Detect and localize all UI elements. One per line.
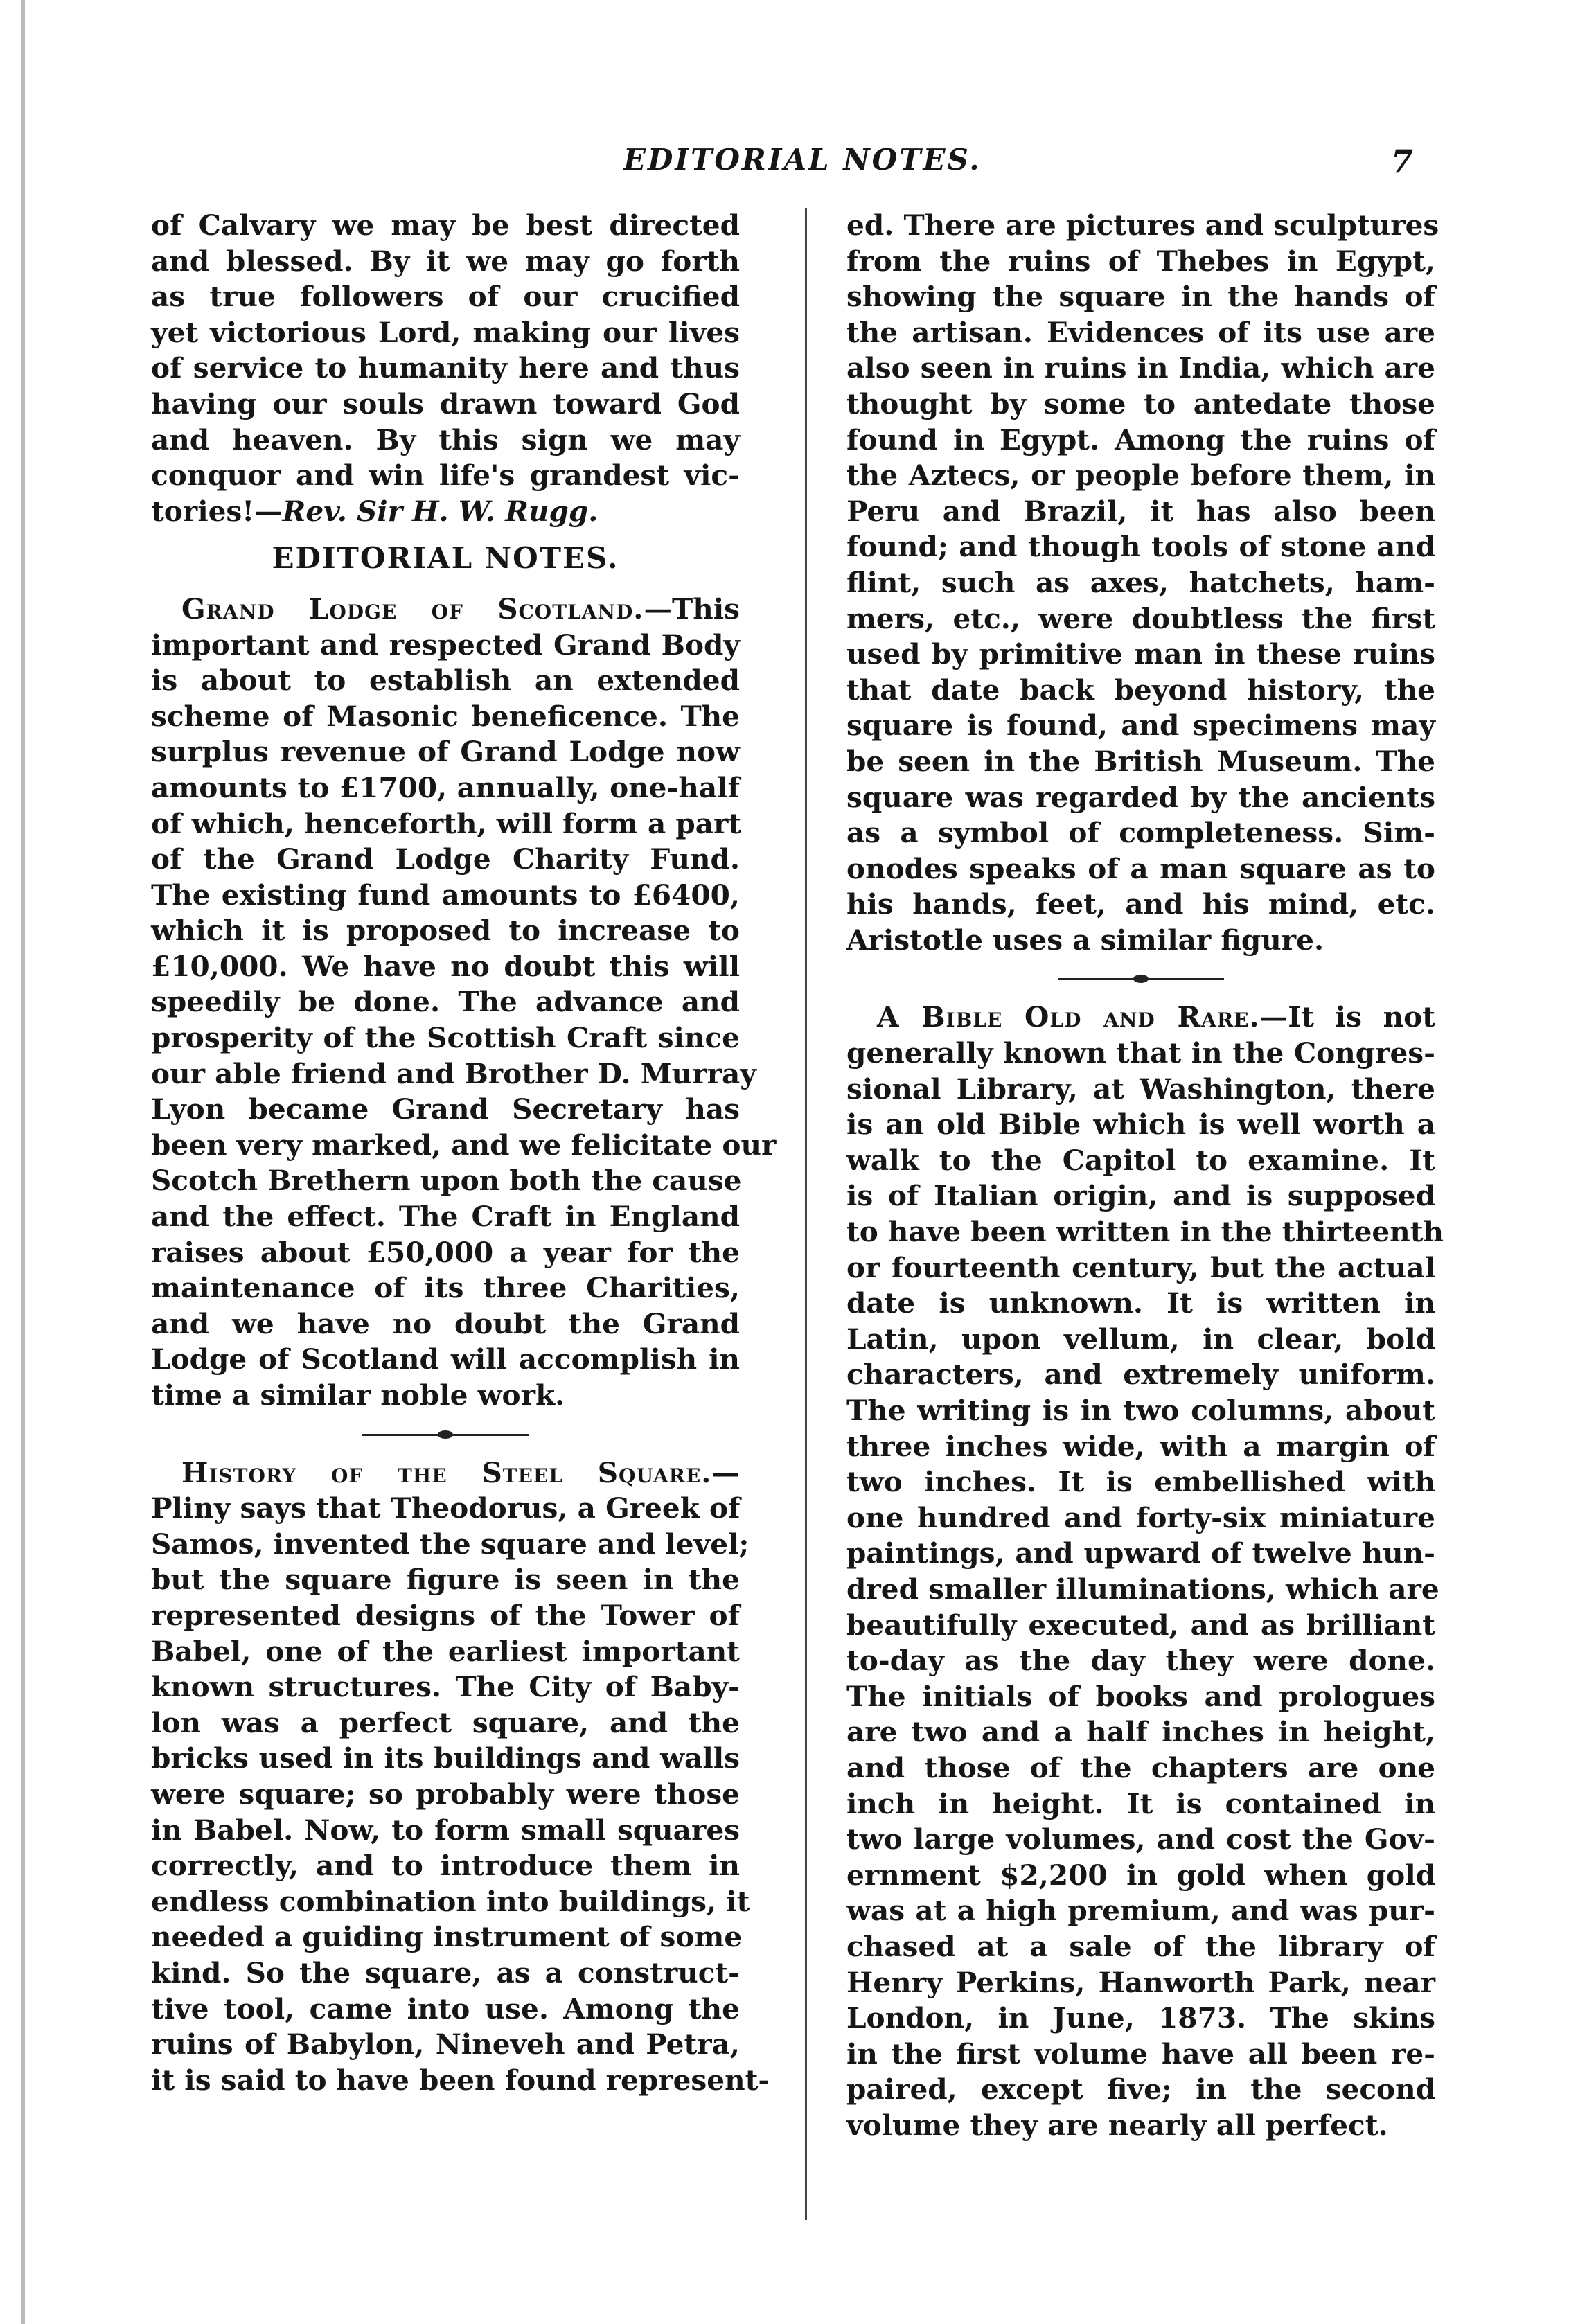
line-text: which it is proposed to increase to	[151, 914, 740, 948]
line-text: —This	[644, 592, 740, 626]
text-line	[846, 423, 1435, 459]
text-line	[846, 2108, 1435, 2144]
text-line	[151, 1705, 740, 1741]
line-text: tories!—	[151, 494, 283, 528]
line-text: Henry Perkins, Hanworth Park, near	[846, 1965, 1435, 1999]
line-text: London, in June, 1873. The skins	[846, 2001, 1435, 2035]
line-text: speedily be done. The advance and	[151, 985, 740, 1019]
text-line	[846, 1786, 1435, 1822]
text-line	[151, 244, 740, 280]
text-line	[846, 1322, 1435, 1358]
text-line	[151, 699, 740, 735]
text-line	[151, 1777, 740, 1813]
line-text: is an old Bible which is well worth a	[846, 1108, 1435, 1142]
text-line	[846, 673, 1435, 709]
text-line	[151, 770, 740, 806]
text-line	[151, 1741, 740, 1777]
text-line	[151, 1598, 740, 1634]
bible-article	[846, 1000, 1444, 2143]
line-text: £10,000. We have no doubt this will	[151, 949, 740, 983]
text-line	[151, 1955, 740, 1992]
line-text: walk to the Capitol to examine. It	[846, 1143, 1435, 1177]
line-text: inch in height. It is contained in	[846, 1786, 1435, 1820]
line-text: the Aztecs, or people before them, in	[846, 459, 1435, 493]
text-line	[846, 708, 1435, 744]
text-line	[846, 1536, 1435, 1572]
text-line	[846, 351, 1435, 387]
line-text: beautifully executed, and as brilliant	[846, 1608, 1435, 1642]
line-text: dred smaller illuminations, which are	[846, 1572, 1439, 1606]
text-line	[151, 1992, 740, 2028]
running-head: EDITORIAL NOTES.	[623, 143, 982, 177]
line-text: Babel, one of the earliest important	[151, 1634, 740, 1668]
text-line	[846, 923, 1435, 959]
line-text: represented designs of the Tower of	[151, 1598, 740, 1632]
text-line	[846, 1250, 1435, 1286]
line-text: are two and a half inches in height,	[846, 1715, 1435, 1749]
text-line	[151, 1342, 740, 1378]
line-text: flint, such as axes, hatchets, ham-	[846, 565, 1435, 599]
line-text: of which, henceforth, will form a part	[151, 806, 742, 840]
section-divider	[362, 1428, 529, 1442]
text-line	[151, 1020, 740, 1056]
line-text: ed. There are pictures and sculptures	[846, 209, 1439, 242]
steel-square-article	[151, 1455, 770, 2099]
line-text: showing the square in the hands of	[846, 280, 1435, 314]
section-divider	[1058, 972, 1224, 986]
text-line	[846, 1822, 1435, 1858]
line-text: volume they are nearly all perfect.	[846, 2108, 1388, 2142]
line-text: Aristotle uses a similar figure.	[846, 923, 1324, 957]
line-text: Peru and Brazil, it has also been	[846, 494, 1435, 528]
line-text: square was regarded by the ancients	[846, 780, 1435, 814]
text-line	[846, 458, 1435, 494]
text-line	[846, 780, 1435, 816]
text-line	[151, 1562, 740, 1598]
text-line	[151, 1378, 740, 1414]
text-line	[151, 806, 740, 842]
line-text: surplus revenue of Grand Lodge now	[151, 735, 740, 769]
line-text: as true followers of our crucified	[151, 280, 740, 314]
line-text: be seen in the British Museum. The	[846, 744, 1435, 778]
text-line	[846, 1357, 1435, 1393]
line-text: correctly, and to introduce them in	[151, 1849, 740, 1883]
line-text: important and respected Grand Body	[151, 628, 740, 662]
text-line	[151, 1527, 750, 1563]
line-text: two large volumes, and cost the Gov-	[846, 1822, 1435, 1856]
text-line	[151, 1919, 743, 1955]
line-text: The writing is in two columns, about	[846, 1394, 1435, 1427]
text-line	[846, 1393, 1435, 1429]
line-text: The existing fund amounts to £6400,	[151, 878, 740, 912]
text-line	[151, 984, 740, 1020]
text-line	[846, 1858, 1435, 1894]
text-line	[846, 851, 1435, 887]
line-text: sional Library, at Washington, there	[846, 1072, 1435, 1106]
line-text: the artisan. Evidences of its use are	[846, 315, 1435, 349]
line-text: time a similar noble work.	[151, 1378, 565, 1412]
text-line	[151, 1235, 740, 1271]
line-text: is about to establish an extended	[151, 664, 740, 698]
text-line	[151, 592, 740, 628]
line-text: it is said to have been found represent-	[151, 2063, 770, 2097]
text-line	[846, 2037, 1435, 2073]
text-line	[151, 1199, 740, 1235]
text-line	[151, 458, 740, 494]
text-line	[846, 1750, 1435, 1786]
page-number: 7	[1390, 143, 1413, 180]
line-text: of Calvary we may be best directed	[151, 209, 740, 242]
text-line	[151, 1056, 756, 1092]
text-line	[846, 1643, 1435, 1679]
line-text: mers, etc., were doubtless the first	[846, 601, 1435, 635]
text-line	[846, 1572, 1439, 1608]
text-line	[151, 1270, 740, 1306]
line-text: known structures. The City of Baby-	[151, 1670, 740, 1704]
text-line	[151, 878, 740, 914]
text-line	[846, 744, 1435, 780]
line-text: kind. So the square, as a construct-	[151, 1955, 740, 1989]
line-text: but the square figure is seen in the	[151, 1563, 740, 1597]
text-line	[151, 1669, 740, 1705]
line-text: Latin, upon vellum, in clear, bold	[846, 1322, 1435, 1356]
line-text: The initials of books and prologues	[846, 1679, 1435, 1713]
line-text: scheme of Masonic beneficence. The	[151, 699, 740, 733]
grand-lodge-article	[151, 592, 777, 1414]
text-line	[846, 1965, 1435, 2001]
line-text: having our souls drawn toward God	[151, 387, 740, 420]
line-text: lon was a perfect square, and the	[151, 1705, 740, 1739]
line-text: endless combination into buildings, it	[151, 1884, 750, 1918]
text-line	[846, 815, 1435, 851]
text-line	[151, 351, 740, 387]
line-text: square is found, and specimens may	[846, 709, 1435, 743]
line-text: Lodge of Scotland will accomplish in	[151, 1342, 740, 1376]
line-text: from the ruins of Thebes in Egypt,	[846, 244, 1435, 278]
line-text: three inches wide, with a margin of	[846, 1429, 1435, 1463]
line-text: generally known that in the Congres-	[846, 1036, 1435, 1070]
line-text: as a symbol of completeness. Sim-	[846, 816, 1435, 850]
line-text: ernment $2,200 in gold when gold	[846, 1858, 1435, 1892]
text-line	[151, 279, 740, 315]
line-text: paintings, and upward of twelve hun-	[846, 1536, 1435, 1570]
line-text: or fourteenth century, but the actual	[846, 1250, 1435, 1284]
text-line	[151, 2027, 740, 2063]
text-line	[846, 1679, 1435, 1715]
text-line	[151, 2063, 770, 2099]
text-line	[151, 387, 740, 423]
line-text: was at a high premium, and was pur-	[846, 1894, 1435, 1928]
line-text: and we have no doubt the Grand	[151, 1306, 740, 1340]
line-text: one hundred and forty-six miniature	[846, 1500, 1435, 1534]
column-divider	[805, 208, 807, 2220]
text-line	[151, 949, 740, 985]
text-line	[846, 1214, 1444, 1250]
line-text: characters, and extremely uniform.	[846, 1358, 1435, 1392]
section-heading: EDITORIAL NOTES.	[272, 541, 619, 576]
text-line	[846, 1107, 1435, 1143]
line-text: found in Egypt. Among the ruins of	[846, 423, 1435, 456]
line-text: is of Italian origin, and is supposed	[846, 1179, 1435, 1213]
text-line	[151, 734, 740, 770]
line-text: —	[711, 1455, 740, 1489]
article-title: A Bible Old and Rare.	[877, 1000, 1260, 1034]
line-text: bricks used in its buildings and walls	[151, 1741, 740, 1775]
text-line	[151, 1455, 740, 1491]
text-line	[846, 494, 1435, 530]
line-text: two inches. It is embellished with	[846, 1465, 1435, 1499]
line-text: tive tool, came into use. Among the	[151, 1992, 740, 2025]
text-line	[151, 208, 740, 244]
text-line	[846, 637, 1435, 673]
text-line	[151, 315, 740, 351]
text-line	[151, 1634, 740, 1670]
line-text: been very marked, and we felicitate our	[151, 1128, 777, 1162]
scan-edge-shadow	[21, 0, 25, 2324]
line-text: Samos, invented the square and level;	[151, 1527, 750, 1561]
text-line	[846, 1036, 1435, 1072]
text-line	[846, 1429, 1435, 1465]
line-text: of service to humanity here and thus	[151, 351, 740, 385]
line-text: in the first volume have all been re-	[846, 2037, 1435, 2070]
text-line	[846, 1500, 1435, 1536]
article-title: Grand Lodge of Scotland.	[181, 592, 644, 626]
line-text: date is unknown. It is written in	[846, 1286, 1435, 1320]
text-line	[846, 529, 1435, 565]
line-text: amounts to £1700, annually, one-half	[151, 770, 740, 804]
right-column	[846, 208, 1444, 2143]
text-line	[846, 387, 1435, 423]
line-text: that date back beyond history, the	[846, 673, 1435, 707]
text-line	[846, 1608, 1435, 1644]
text-line	[846, 1464, 1435, 1500]
text-line	[151, 423, 740, 459]
page-header	[208, 143, 1413, 191]
line-text: ruins of Babylon, Nineveh and Petra,	[151, 2028, 740, 2061]
line-text: raises about £50,000 a year for the	[151, 1235, 740, 1269]
line-text: and blessed. By it we may go forth	[151, 244, 740, 278]
text-line	[151, 1848, 740, 1884]
line-text: conquor and win life's grandest vic-	[151, 459, 740, 493]
text-line	[151, 913, 740, 949]
text-line	[846, 1143, 1435, 1179]
text-line	[846, 601, 1435, 637]
text-line	[846, 1929, 1435, 1965]
text-line	[151, 628, 740, 664]
text-line	[846, 1893, 1435, 1929]
text-line	[846, 2001, 1435, 2037]
text-line	[151, 1163, 740, 1199]
text-line	[846, 1286, 1435, 1322]
text-line	[846, 2072, 1435, 2108]
line-text: to-day as the day they were done.	[846, 1644, 1435, 1678]
text-line	[846, 208, 1439, 244]
text-line	[151, 1813, 740, 1849]
line-text: to have been written in the thirteenth	[846, 1215, 1444, 1249]
text-line	[151, 1092, 740, 1128]
text-line	[151, 494, 740, 530]
attribution: Rev. Sir H. W. Rugg.	[282, 494, 598, 528]
text-line	[846, 1714, 1435, 1750]
text-line	[846, 1000, 1435, 1036]
text-line	[846, 1072, 1435, 1108]
text-line	[846, 315, 1435, 351]
line-text: needed a guiding instrument of some	[151, 1920, 743, 1954]
text-line	[846, 244, 1435, 280]
line-text: our able friend and Brother D. Murray	[151, 1056, 756, 1090]
line-text: Pliny says that Theodorus, a Greek of	[151, 1491, 741, 1525]
line-text: prosperity of the Scottish Craft since	[151, 1021, 740, 1055]
text-line	[846, 279, 1435, 315]
text-line	[151, 1884, 750, 1920]
line-text: —It is not	[1259, 1000, 1435, 1034]
text-line	[846, 565, 1435, 601]
line-text: and heaven. By this sign we may	[151, 423, 740, 456]
line-text: chased at a sale of the library of	[846, 1929, 1435, 1963]
text-line	[151, 842, 740, 878]
line-text: used by primitive man in these ruins	[846, 637, 1435, 671]
line-text: onodes speaks of a man square as to	[846, 851, 1435, 885]
line-text: and the effect. The Craft in England	[151, 1200, 740, 1234]
line-text: his hands, feet, and his mind, etc.	[846, 887, 1435, 921]
line-text: Scotch Brethern upon both the cause	[151, 1164, 742, 1198]
line-text: in Babel. Now, to form small squares	[151, 1813, 740, 1847]
left-column	[151, 208, 777, 2098]
article-title: History of the Steel Square.	[181, 1455, 712, 1489]
steel-square-continued	[846, 208, 1439, 958]
line-text: found; and though tools of stone and	[846, 530, 1435, 564]
text-line	[151, 1491, 740, 1527]
line-text: of the Grand Lodge Charity Fund.	[151, 842, 740, 876]
line-text: thought by some to antedate those	[846, 387, 1435, 420]
line-text: and those of the chapters are one	[846, 1750, 1435, 1784]
text-line	[151, 663, 740, 699]
line-text: paired, except five; in the second	[846, 2073, 1435, 2106]
line-text: also seen in ruins in India, which are	[846, 351, 1435, 385]
text-line	[151, 1128, 777, 1164]
text-line	[846, 1178, 1435, 1214]
intro-paragraph	[151, 208, 740, 529]
line-text: Lyon became Grand Secretary has	[151, 1092, 740, 1126]
text-line	[151, 1306, 740, 1342]
line-text: were square; so probably were those	[151, 1777, 740, 1811]
line-text: yet victorious Lord, making our lives	[151, 315, 740, 349]
line-text: maintenance of its three Charities,	[151, 1271, 740, 1305]
text-line	[846, 887, 1435, 923]
